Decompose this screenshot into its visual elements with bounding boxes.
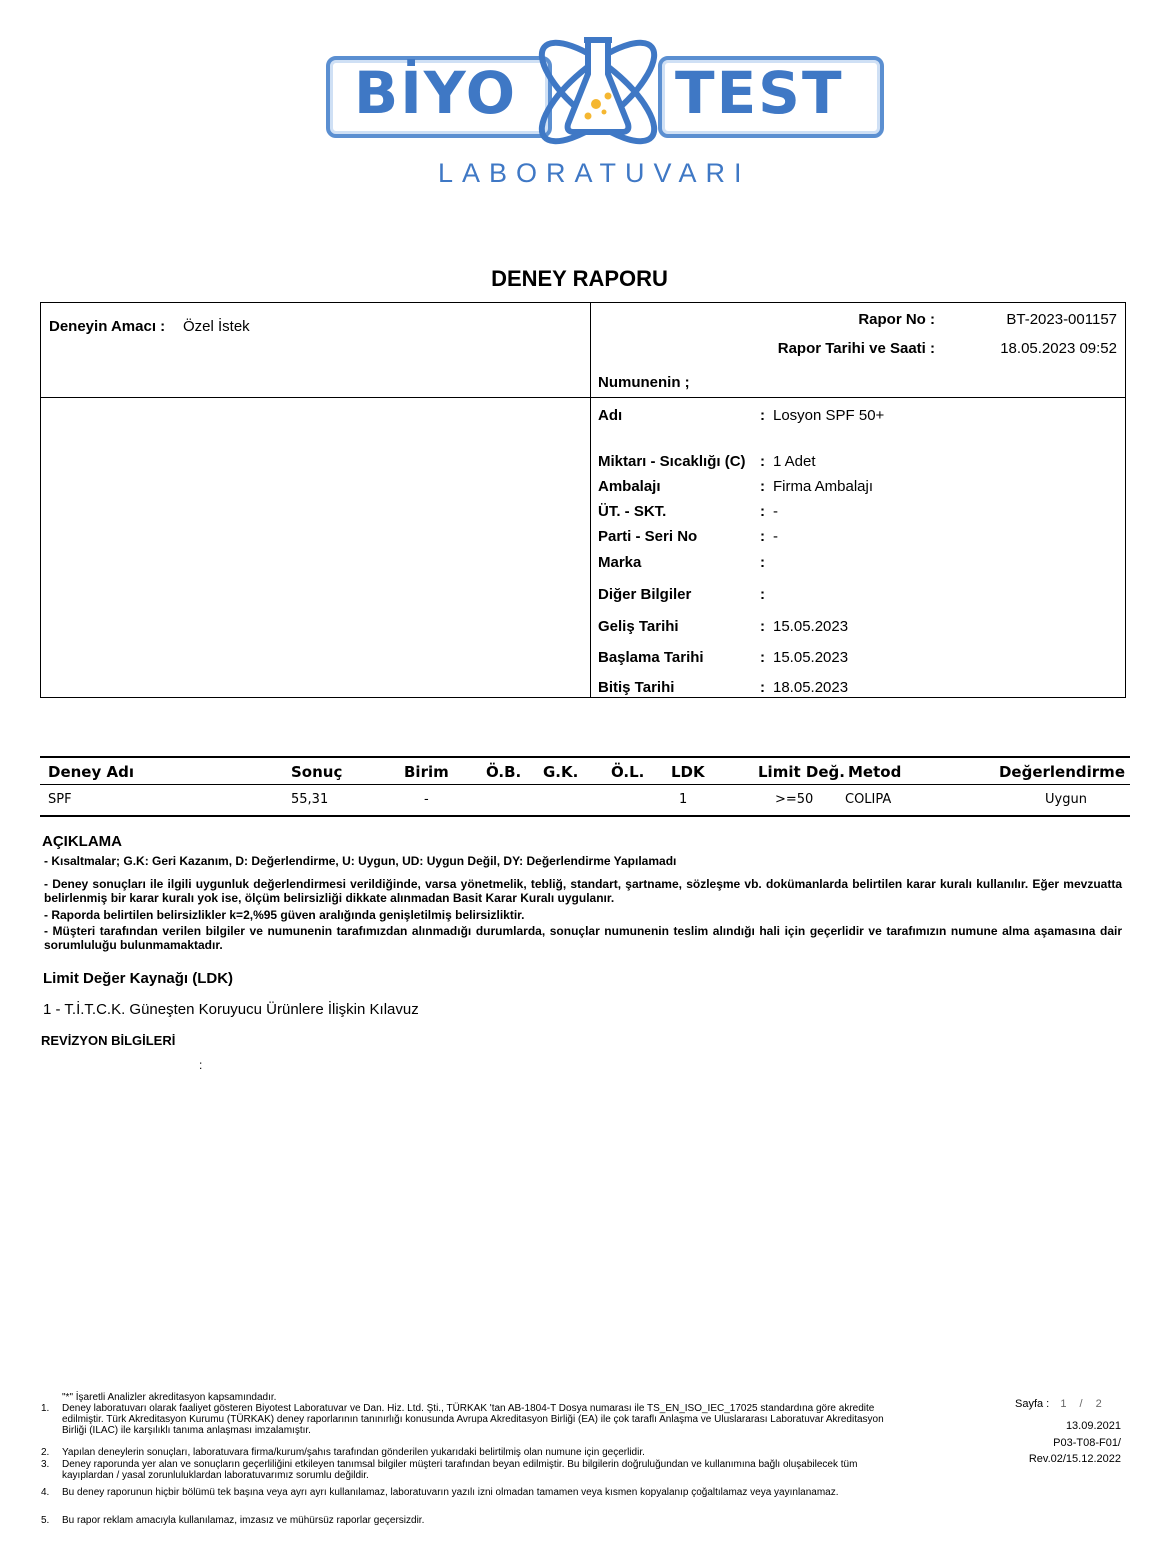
note-text: Deney laboratuvarı olarak faaliyet gösteren Biyotest Laboratuvar ve Dan. Hiz. Ltd. Şti., TÜRKAK 'tan AB-1804-T Dosya numarası ile TS_EN_ISO_IEC_17025 standardına göre akredite edilmiştir. Türk Akreditasyon Kurumu (TÜRKAK) deney raporlarının tanınırlığı konusunda Avrupa Akreditasyon Birliği (EA) ile çok taraflı Anlaşma ve Uluslararası Laboratuvar Akreditasyon Birliği (ILAC) ile karşılıklı tanıma anlaşması imzalamıştır. (62, 1403, 884, 1436)
report-no-label: Rapor No : (858, 311, 935, 328)
field-batch-label: Parti - Seri No (598, 528, 698, 545)
cell-result: 55,31 (291, 792, 329, 807)
table-top-border (40, 756, 1130, 758)
revision-colon: : (199, 1058, 203, 1072)
note-number: 4. (41, 1487, 50, 1498)
field-end-label: Bitiş Tarihi (598, 679, 675, 696)
revision-title: REVİZYON BİLGİLERİ (41, 1033, 176, 1048)
field-start-value: 15.05.2023 (773, 649, 849, 666)
report-date-label: Rapor Tarihi ve Saati : (777, 340, 935, 357)
col-header-ol: Ö.L. (611, 763, 645, 781)
doc-revision: Rev.02/15.12.2022 (1028, 1453, 1121, 1465)
field-start-label: Başlama Tarihi (598, 649, 704, 666)
explanation-title: AÇIKLAMA (42, 833, 122, 850)
note-number: 1. (41, 1403, 50, 1414)
company-logo (318, 32, 888, 192)
field-colon: : (760, 649, 765, 666)
note-text: Deney raporunda yer alan ve sonuçların geçerliliğini etkileyen tanımsal bilgiler müşteri tarafından beyan edilmiştir. Bu bilgilerin doğruluğundan ve kullanımına bağlı oluşabilecek tüm kayıplardan / yasal zorunluluklardan laboratuvarımız sorumlu değildir. (62, 1459, 858, 1481)
page-current: 1 (1060, 1398, 1067, 1410)
report-date-value: 18.05.2023 09:52 (1000, 340, 1117, 357)
cell-ldk: 1 (679, 792, 688, 807)
divider (590, 303, 591, 698)
note-text: Yapılan deneylerin sonuçları, laboratuvara firma/kurum/şahıs tarafından gönderilen yukarıdaki belirtilmiş olan numune için geçerlidir. (62, 1447, 645, 1458)
field-name-label: Adı (598, 407, 623, 424)
limit-source-item: 1 - T.İ.T.C.K. Güneşten Koruyucu Ürünlere İlişkin Kılavuz (43, 1001, 419, 1018)
field-colon: : (760, 618, 765, 635)
field-brand-label: Marka (598, 554, 642, 571)
col-header-unit: Birim (404, 763, 449, 781)
accreditation-note: "*" İşaretli Analizler akreditasyon kapsamındadır. (62, 1392, 277, 1403)
results-table (40, 756, 1130, 818)
explanation-line: - Raporda belirtilen belirsizlikler k=2,%95 güven aralığında genişletilmiş belirsizliktir. (44, 908, 525, 922)
note-number: 2. (41, 1447, 50, 1458)
field-colon: : (760, 528, 765, 545)
col-header-evaluation: Değerlendirme (998, 763, 1125, 781)
cell-limit: >=50 (775, 792, 814, 807)
field-name-value: Losyon SPF 50+ (773, 407, 885, 424)
note-text: Bu rapor reklam amacıyla kullanılamaz, imzasız ve mühürsüz raporlar geçersizdir. (62, 1515, 425, 1526)
limit-source-title: Limit Değer Kaynağı (LDK) (43, 970, 234, 987)
field-colon: : (760, 453, 765, 470)
page-separator: / (1079, 1398, 1083, 1410)
note-number: 3. (41, 1459, 50, 1470)
field-arrival-value: 15.05.2023 (773, 618, 849, 635)
field-colon: : (760, 554, 765, 571)
flask-atom-icon (518, 32, 678, 152)
col-header-ldk: LDK (671, 763, 705, 781)
page-label: Sayfa : (1015, 1398, 1050, 1410)
field-colon: : (760, 503, 765, 520)
doc-code: P03-T08-F01/ (1053, 1437, 1121, 1449)
col-header-test-name: Deney Adı (48, 763, 134, 781)
sample-label: Numunenin ; (598, 374, 690, 391)
explanation-line: - Deney sonuçları ile ilgili uygunluk değerlendirmesi verildiğinde, varsa yönetmelik, tebliğ, standart, şartname, sözleşme vb. dokümanlarda belirtilen karar kuralı kullanılır. Eğer mevzuatta belirlenmiş bir karar kuralı yok ise, ölçüm belirsizliği dikkate alınmadan Basit Karar Kuralı uygulanır. (44, 877, 1122, 905)
field-packaging-value: Firma Ambalajı (773, 478, 874, 495)
col-header-limit: Limit Değ. (758, 763, 845, 781)
note-text: Bu deney raporunun hiçbir bölümü tek başına veya ayrı ayrı kullanılamaz, laboratuvarın yazılı izni olmadan tamamen veya kısmen kopyalanıp çoğaltılamaz veya yayınlanamaz. (62, 1487, 839, 1498)
field-packaging-label: Ambalajı (598, 478, 661, 495)
cell-method: COLIPA (845, 792, 892, 807)
cell-unit: - (424, 792, 429, 807)
col-header-method: Metod (848, 763, 902, 781)
field-colon: : (760, 679, 765, 696)
page-title: DENEY RAPORU (491, 266, 668, 291)
explanation-line: - Müşteri tarafından verilen bilgiler ve numunenin tarafımızdan alınmadığı durumlarda, sonuçlar numunenin teslim alındığı hali için geçerlidir ve tarafımızın numune alma aşamasına dair sorumluluğu bulunmamaktadır. (44, 924, 1122, 952)
field-colon: : (760, 478, 765, 495)
field-expiry-value: - (773, 503, 778, 520)
field-expiry-label: ÜT. - SKT. (598, 503, 667, 520)
logo-text-right: TEST (675, 59, 844, 127)
explanation-line: - Kısaltmalar; G.K: Geri Kazanım, D: Değerlendirme, U: Uygun, UD: Uygun Değil, DY: Değerlendirme Yapılamadı (44, 854, 677, 868)
page-number (1015, 1398, 1102, 1410)
note-number: 5. (41, 1515, 50, 1526)
col-header-result: Sonuç (291, 763, 343, 781)
logo-text-left: BİYO (354, 59, 518, 127)
field-other-label: Diğer Bilgiler (598, 586, 692, 603)
field-quantity-value: 1 Adet (773, 453, 816, 470)
page-total: 2 (1095, 1398, 1102, 1410)
table-bottom-border (40, 815, 1130, 817)
col-header-gk: G.K. (543, 763, 579, 781)
col-header-ob: Ö.B. (486, 763, 522, 781)
purpose-value: Özel İstek (183, 318, 250, 335)
report-no-value: BT-2023-001157 (1006, 311, 1117, 328)
field-end-value: 18.05.2023 (773, 679, 849, 696)
field-colon: : (760, 407, 765, 424)
purpose-label: Deneyin Amacı : (49, 318, 166, 335)
field-batch-value: - (773, 528, 778, 545)
logo-subtitle: LABORATUVARI (438, 158, 751, 188)
cell-test-name: SPF (48, 792, 72, 807)
report-info-box (40, 302, 1126, 698)
field-arrival-label: Geliş Tarihi (598, 618, 679, 635)
divider (41, 397, 1126, 398)
field-colon: : (760, 586, 765, 603)
table-header-border (40, 784, 1130, 785)
cell-evaluation: Uygun (1045, 792, 1087, 807)
field-quantity-label: Miktarı - Sıcaklığı (C) (598, 453, 746, 470)
doc-date: 13.09.2021 (1065, 1420, 1121, 1432)
